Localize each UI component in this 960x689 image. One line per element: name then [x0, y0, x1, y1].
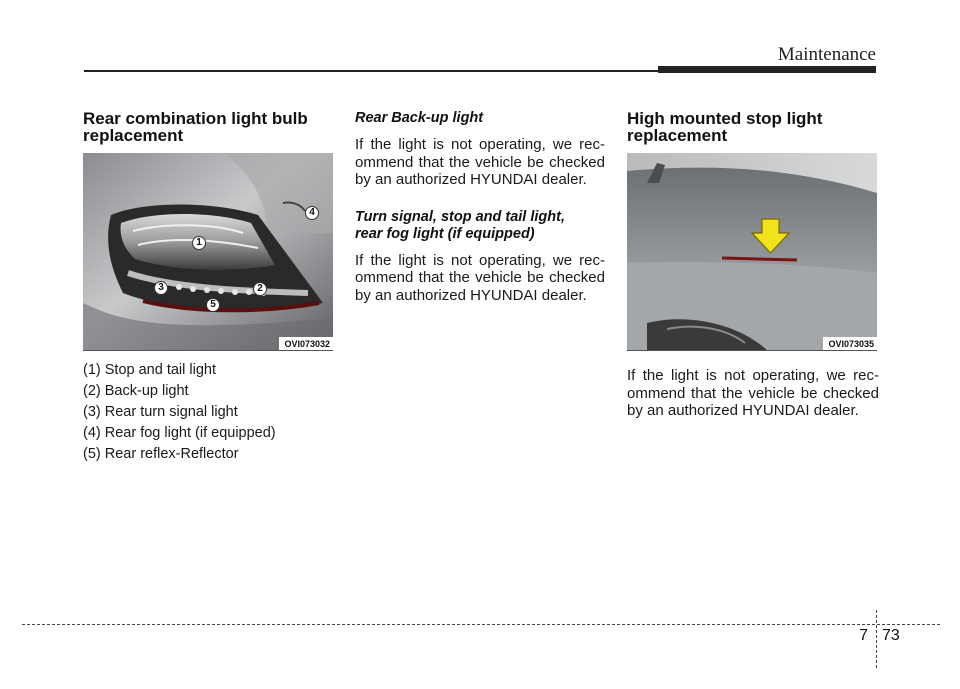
- footer-rule: [22, 624, 940, 625]
- legend-item: (5) Rear reflex-Reflector: [83, 446, 239, 462]
- legend-item: (4) Rear fog light (if equipped): [83, 425, 276, 441]
- header-rule-thick: [658, 66, 876, 73]
- chapter-number: 7: [859, 627, 868, 644]
- callout-3: 3: [154, 281, 168, 295]
- bulb-legend: [83, 361, 335, 463]
- backup-light-text: If the light is not operating, we rec-ommend that the vehicle be checked by an authorized HYUNDAI dealer.: [355, 136, 605, 188]
- high-mount-figure: [627, 153, 877, 351]
- legend-item: (2) Back-up light: [83, 383, 189, 399]
- backup-light-heading: Rear Back-up light: [355, 110, 484, 126]
- right-column: [627, 110, 879, 420]
- footer-divider: [876, 610, 877, 668]
- callout-5: 5: [206, 298, 220, 312]
- callout-2: 2: [253, 282, 267, 296]
- tail-light-illustration: [83, 153, 333, 350]
- legend-item: (1) Stop and tail light: [83, 362, 216, 378]
- callout-1: 1: [192, 236, 206, 250]
- callout-4: 4: [305, 206, 319, 220]
- figure-code: OVI073032: [279, 337, 333, 350]
- figure-code: OVI073035: [823, 337, 877, 350]
- tail-light-figure: [83, 153, 333, 351]
- page-number: 73: [882, 627, 900, 644]
- header-rule: [84, 70, 660, 72]
- high-mount-text: If the light is not operating, we rec-ommend that the vehicle be checked by an authorized HYUNDAI dealer.: [627, 367, 879, 419]
- rear-combination-heading: Rear combination light bulb replacement: [83, 109, 308, 145]
- middle-column: [355, 110, 605, 304]
- legend-item: (3) Rear turn signal light: [83, 404, 238, 420]
- left-column: [83, 110, 335, 466]
- rear-window-illustration: [627, 153, 877, 350]
- high-mounted-heading: High mounted stop light replacement: [627, 109, 823, 145]
- turn-signal-text: If the light is not operating, we rec-ommend that the vehicle be checked by an authorized HYUNDAI dealer.: [355, 251, 605, 304]
- turn-signal-heading: Turn signal, stop and tail light, rear fog light (if equipped): [355, 208, 565, 242]
- section-title: Maintenance: [777, 44, 876, 65]
